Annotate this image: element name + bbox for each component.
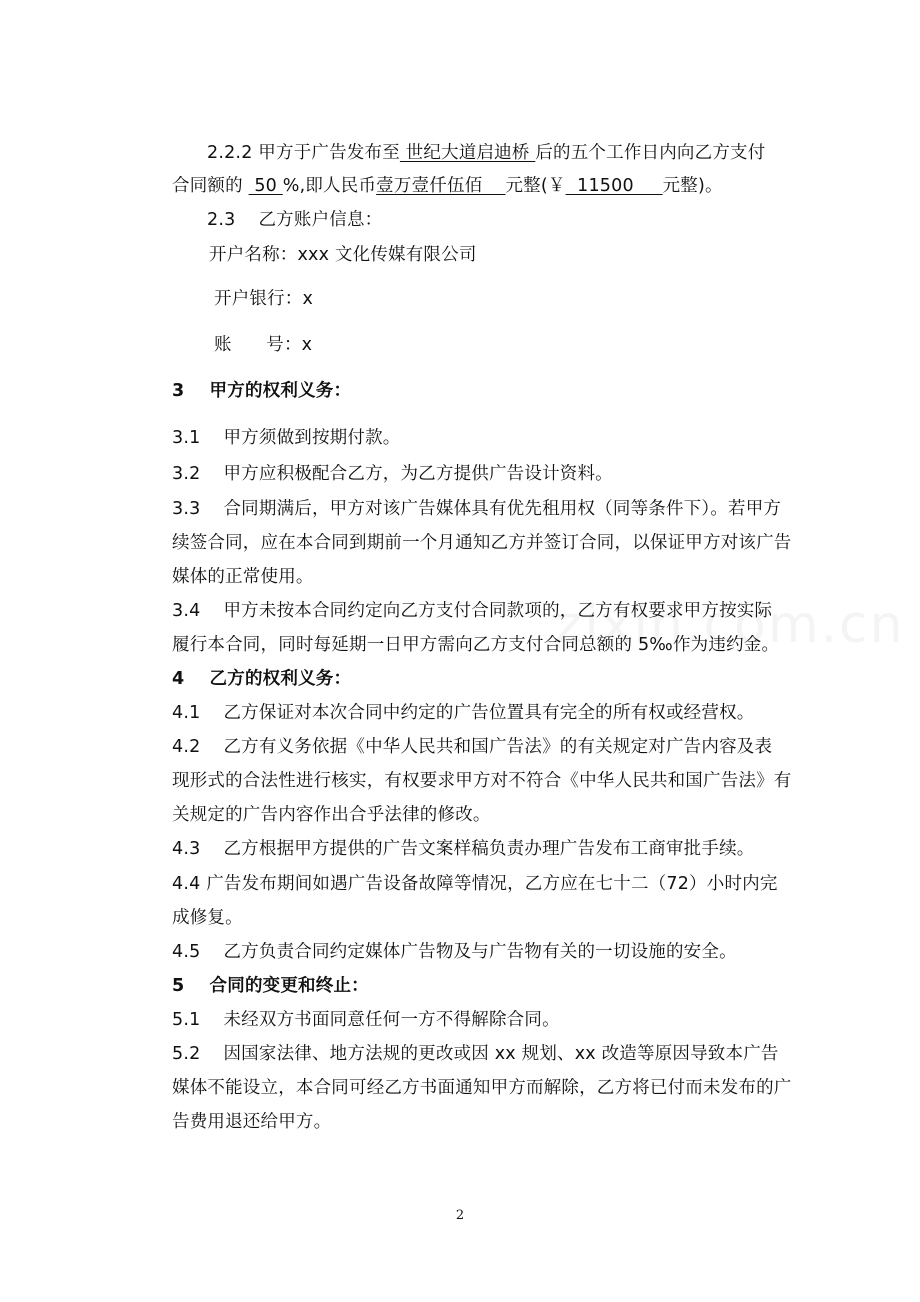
account-bank: 开户银行：x — [214, 289, 314, 309]
clause-3-2: 3.2 甲方应积极配合乙方，为乙方提供广告设计资料。 — [172, 464, 613, 484]
clause-4-2-line-2: 现形式的合法性进行核实，有权要求甲方对不符合《中华人民共和国广告法》有 — [172, 771, 792, 791]
section-4-heading: 4 乙方的权利义务： — [172, 669, 352, 689]
clause-text: 合同额的 — [172, 176, 249, 196]
clause-4-2-line-3: 关规定的广告内容作出合乎法律的修改。 — [172, 805, 491, 825]
clause-2-3: 2.3 乙方账户信息： — [207, 210, 383, 230]
section-5-heading: 5 合同的变更和终止： — [172, 976, 369, 996]
clause-5-2-line-2: 媒体不能设立，本合同可经乙方书面通知甲方而解除，乙方将已付而未发布的广 — [172, 1078, 792, 1098]
clause-5-2-line-1: 5.2 因国家法律、地方法规的更改或因 xx 规划、xx 改造等原因导致本广告 — [172, 1044, 779, 1064]
clause-4-3: 4.3 乙方根据甲方提供的广告文案样稿负责办理广告发布工商审批手续。 — [172, 839, 755, 859]
clause-4-4-line-1: 4.4 广告发布期间如遇广告设备故障等情况，乙方应在七十二（72）小时内完 — [172, 874, 778, 894]
clause-5-1: 5.1 未经双方书面同意任何一方不得解除合同。 — [172, 1010, 560, 1030]
publish-location: 世纪大道启迪桥 — [399, 143, 536, 163]
clause-text: %,即人民币 — [282, 176, 377, 196]
clause-4-2-line-1: 4.2 乙方有义务依据《中华人民共和国广告法》的有关规定对广告内容及表 — [172, 737, 773, 757]
clause-3-3-line-3: 媒体的正常使用。 — [172, 567, 314, 587]
clause-3-4-line-2: 履行本合同，同时每延期一日甲方需向乙方支付合同总额的 5‰作为违约金。 — [172, 635, 780, 655]
clause-3-1: 3.1 甲方须做到按期付款。 — [172, 428, 401, 448]
amount-in-numbers: 11500 — [565, 176, 663, 196]
clause-text: 元整(￥ — [505, 176, 566, 196]
clause-text: 后的五个工作日内向乙方支付 — [535, 143, 766, 163]
section-3-heading: 3 甲方的权利义务： — [172, 381, 352, 401]
page-number: 2 — [455, 1208, 465, 1223]
account-name: 开户名称：xxx 文化传媒有限公司 — [209, 245, 477, 265]
amount-in-words: 壹万壹仟伍佰 — [376, 176, 506, 196]
account-number: 账 号：x — [214, 335, 313, 355]
clause-4-1: 4.1 乙方保证对本次合同中约定的广告位置具有完全的所有权或经营权。 — [172, 703, 755, 723]
clause-text: 2.2.2 甲方于广告发布至 — [207, 143, 400, 163]
watermark — [555, 595, 905, 655]
clause-2-2-2-line-1 — [207, 141, 765, 165]
clause-4-4-line-2: 成修复。 — [172, 908, 243, 928]
clause-2-2-2-line-2 — [172, 174, 723, 198]
clause-3-3-line-2: 续签合同，应在本合同到期前一个月通知乙方并签订合同，以保证甲方对该广告 — [172, 533, 792, 553]
clause-5-2-line-3: 告费用退还给甲方。 — [172, 1112, 332, 1132]
clause-3-3-line-1: 3.3 合同期满后，甲方对该广告媒体具有优先租用权（同等条件下）。若甲方 — [172, 499, 782, 519]
clause-text: 元整)。 — [662, 176, 723, 196]
payment-percent: 50 — [248, 176, 283, 196]
clause-4-5: 4.5 乙方负责合同约定媒体广告物及与广告物有关的一切设施的安全。 — [172, 942, 737, 962]
clause-3-4-line-1: 3.4 甲方未按本合同约定向乙方支付合同款项的，乙方有权要求甲方按实际 — [172, 601, 773, 621]
